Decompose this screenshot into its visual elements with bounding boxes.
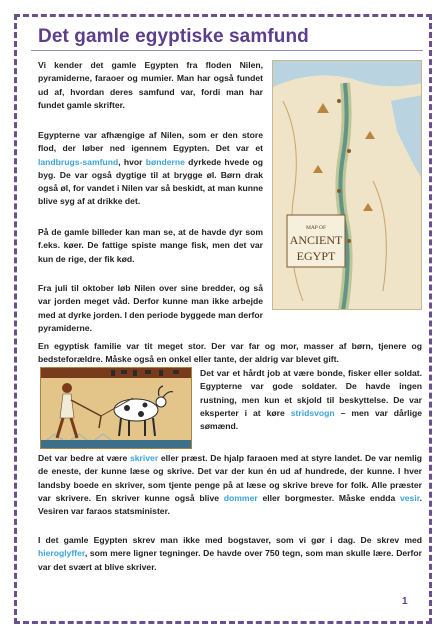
- term-landbrugs-samfund[interactable]: landbrugs-samfund: [38, 156, 119, 167]
- title-underline: [31, 50, 423, 51]
- paragraph-family: En egyptisk familie var tit meget stor. Der var far og mor, masser af børn, tjenere og bedsteforældre. Måske også en onkel eller tante, der aldrig var blevet gift.: [38, 341, 422, 365]
- page-number: 1: [402, 596, 408, 607]
- term-stridsvogn[interactable]: stridsvogn: [290, 407, 335, 418]
- paragraph-animals: På de gamle billeder kan man se, at de havde dyr som f.eks. køer. De fattige spiste mange fisk, men det var kun de rige, der fik kød.: [38, 227, 263, 264]
- paragraph-scribes: Det var bedre at være skriver eller præst. De hjalp faraoen med at styre landet. De var nemlig de eneste, der kunne læse og skrive. Det var der kun én ud af hundrede, der kunne. I hver landsby boede en skriver, som tjente penge på at læse og skrive breve for folk. Alle præster var skrivere. En skriver kunne også blive dommer eller borgmester. Måske endda vesir. Vesiren var faraos statsminister.: [38, 453, 423, 517]
- map-label-line1: MAP OF: [305, 225, 327, 231]
- map-of-ancient-egypt-image: [272, 60, 422, 310]
- term-skriver[interactable]: skriver: [129, 453, 159, 463]
- page-title: Det gamle egyptiske samfund: [38, 26, 309, 47]
- map-icon: [273, 61, 422, 310]
- egyptian-farmer-plowing-image: [40, 367, 192, 449]
- paragraph-hieroglyphs: I det gamle Egypten skrev man ikke med bogstaver, som vi gør i dag. De skrev med hieroglyffer, som mere ligner tegninger. De havde over 750 tegn, som man skulle lære. Derfor var det svært at blive skriver.: [38, 535, 422, 572]
- map-label-line3: EGYPT: [296, 249, 336, 263]
- term-vesir[interactable]: vesir: [400, 492, 420, 503]
- paragraph-jobs: Det var et hårdt job at være bonde, fisker eller soldat. Egypterne var gode soldater. De havde ingen rustning, men kun et skjold til beskyttelse. De var eksperter i at køre stridsvogn – men var dårlige sømænd.: [200, 368, 422, 432]
- term-hieroglyffer[interactable]: hieroglyffer: [38, 548, 85, 559]
- map-label-line2: ANCIENT: [289, 233, 343, 247]
- paragraph-intro: Vi kender det gamle Egypten fra floden Nilen, pyramiderne, faraoer og mumier. Man har også fundet ud af, hvordan deres samfund var, fordi man har fundet gamle skrifter.: [38, 60, 263, 110]
- term-dommer[interactable]: dommer: [223, 492, 258, 503]
- paragraph-flooding: Fra juli til oktober løb Nilen over sine bredder, og så var jorden meget våd. Derfor kunne man ikke arbejde med at dyrke jorden. I den periode byggede man derfor pyramiderne.: [38, 283, 263, 333]
- term-bonderne[interactable]: bønderne: [145, 156, 185, 167]
- paragraph-nile: Egypterne var afhængige af Nilen, som er den store flod, der løber ned igennem Egypten. Det var et landbrugs-samfund, hvor bønderne dyrkede hvede og byg. De var også dygtige til at brygge øl. Børn drak også øl, for vandet i Nilen var så beskidt, at man kunne blive syg af at drikke det.: [38, 130, 263, 207]
- mural-icon: [41, 368, 192, 449]
